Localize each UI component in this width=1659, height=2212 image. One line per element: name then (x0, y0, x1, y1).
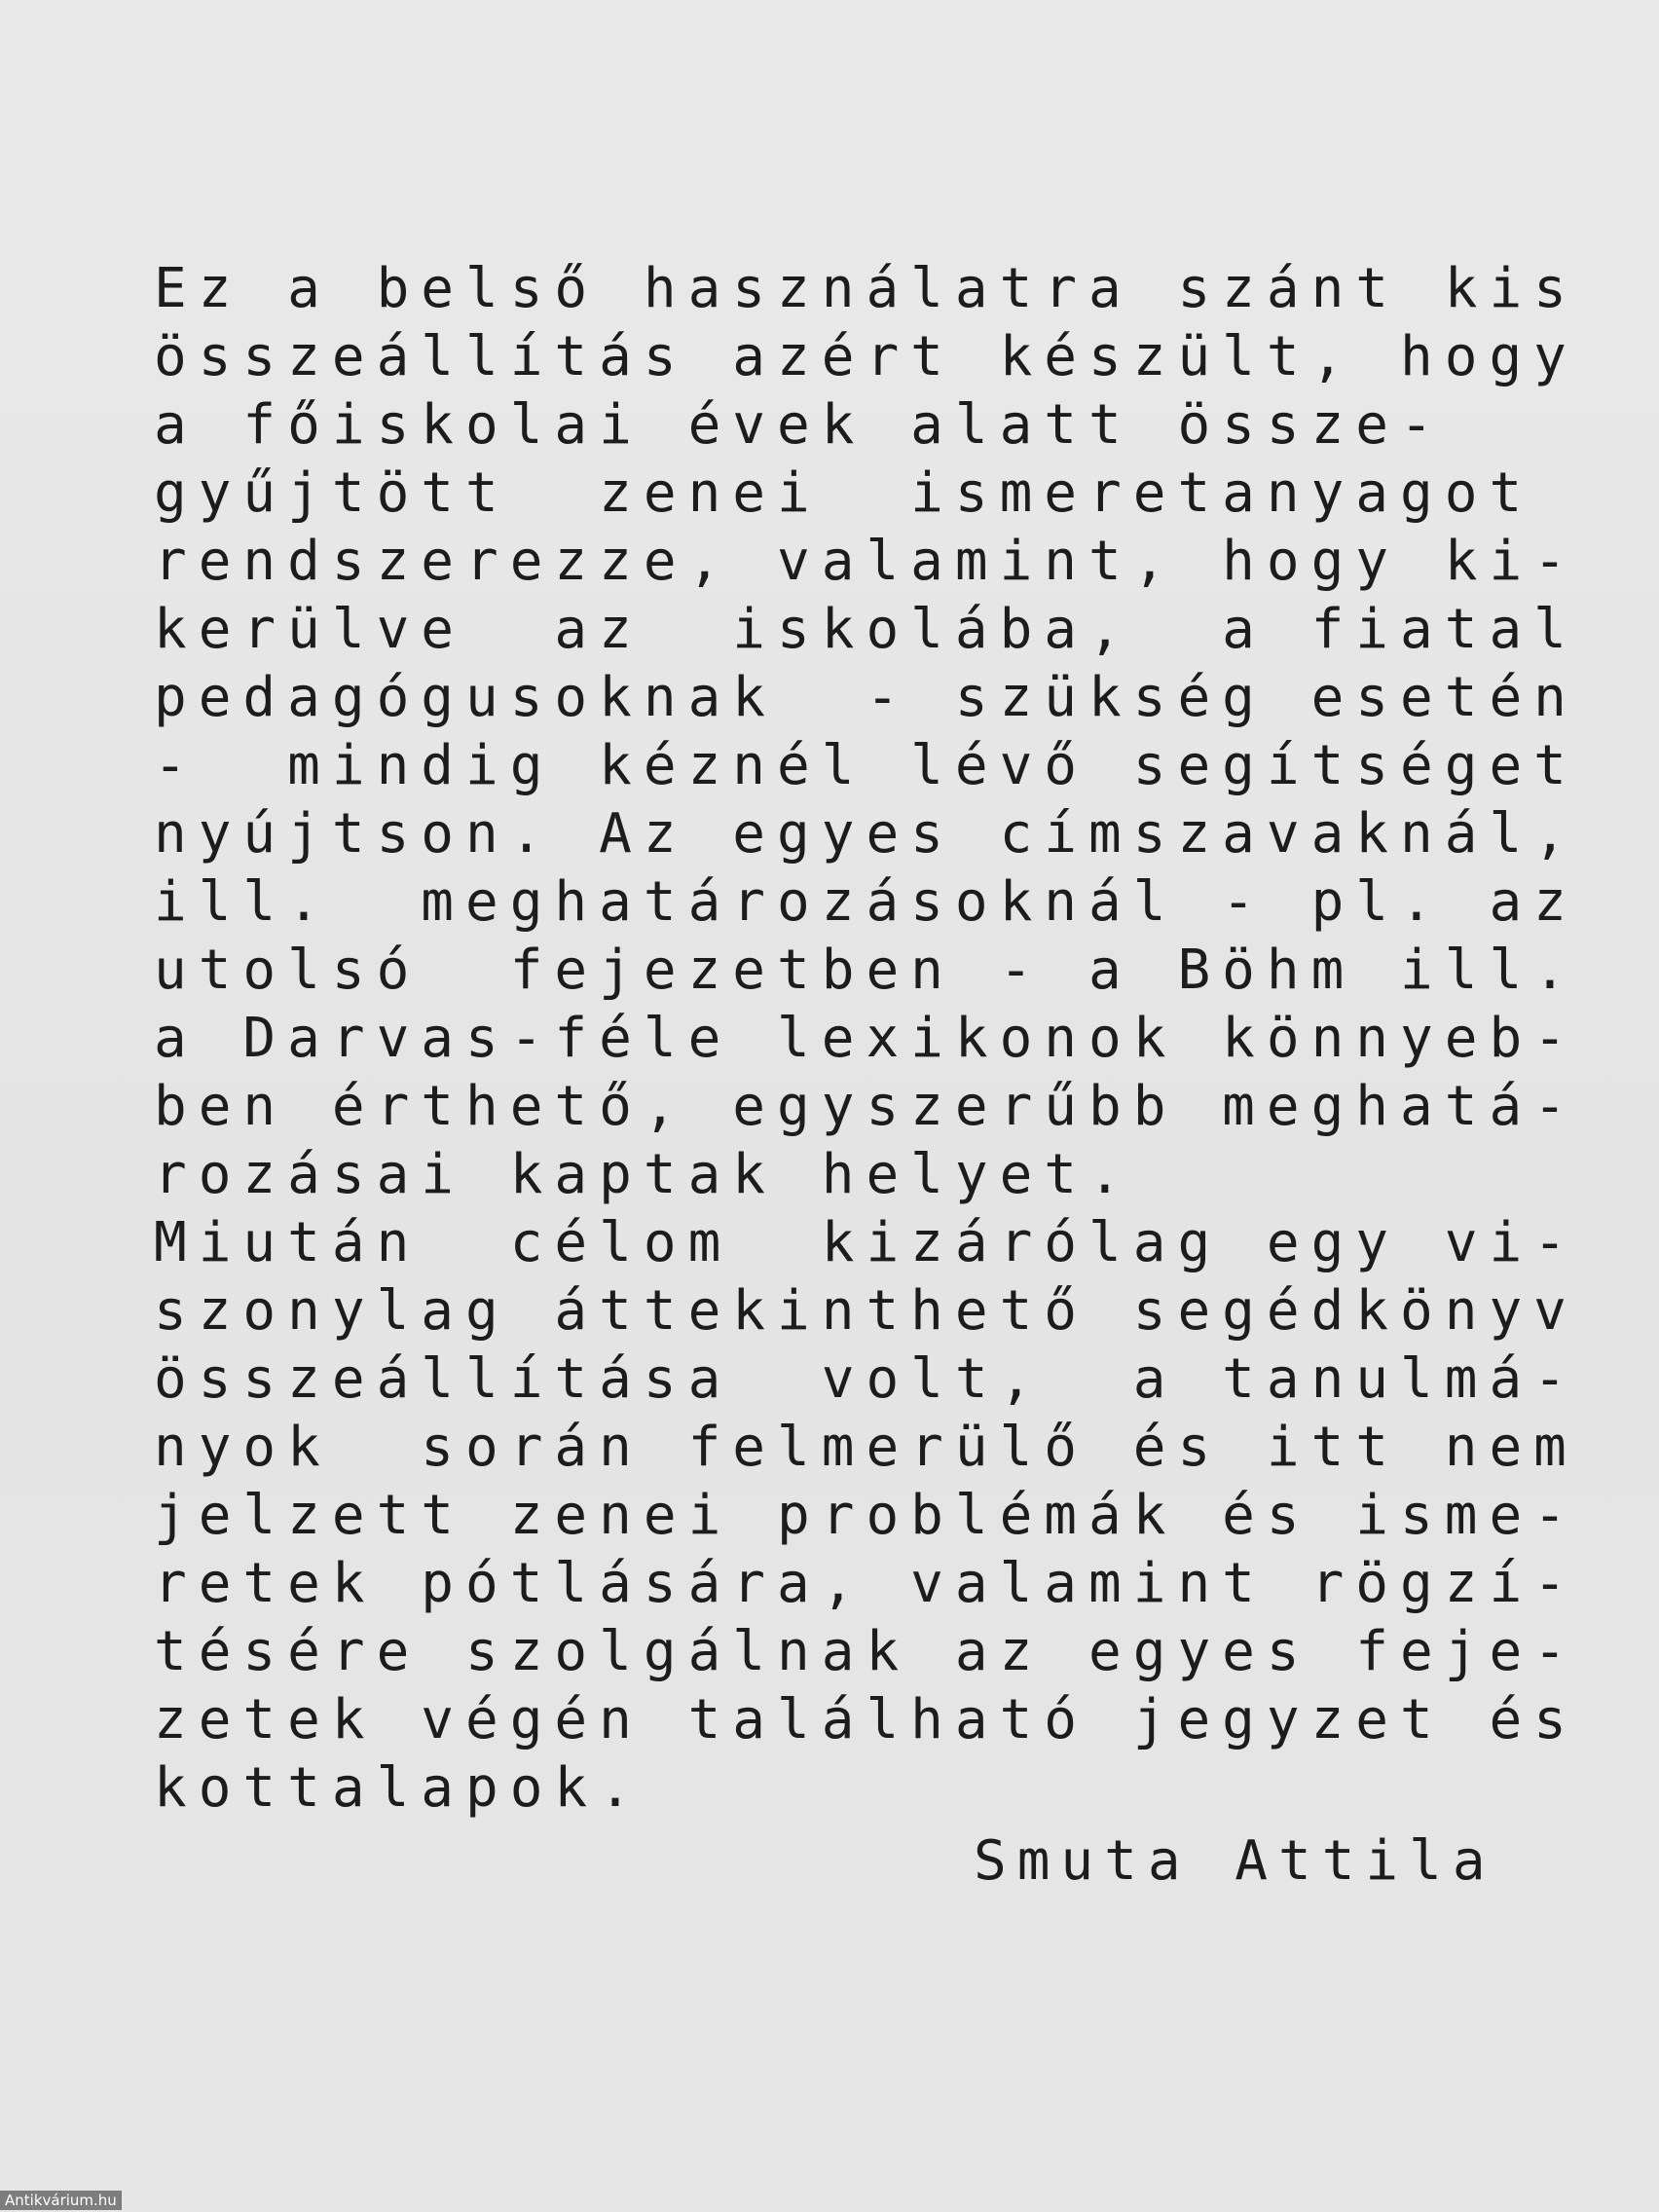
text-line: a Darvas-féle lexikonok könnyeb- (154, 1007, 1578, 1070)
text-line: utolsó fejezetben - a Böhm ill. (154, 939, 1578, 1002)
source-watermark: Antikvárium.hu (0, 2191, 122, 2210)
text-line: ben érthető, egyszerűbb meghatá- (154, 1075, 1578, 1138)
text-line: jelzett zenei problémák és isme- (154, 1484, 1578, 1547)
text-line: összeállítás azért készült, hogy (154, 325, 1578, 388)
author-signature: Smuta Attila (974, 1829, 1496, 1893)
text-line: gyűjtött zenei ismeretanyagot (154, 461, 1534, 525)
text-line: rendszerezze, valamint, hogy ki- (154, 530, 1578, 593)
foreword-text (154, 255, 1578, 1823)
text-line: a főiskolai évek alatt össze- (154, 393, 1445, 457)
bleed-through-text (798, 107, 842, 173)
text-line: szonylag áttekinthető segédkönyv (154, 1279, 1578, 1343)
text-line: retek pótlására, valamint rögzí- (154, 1552, 1578, 1615)
text-line: Miután célom kizárólag egy vi- (154, 1211, 1578, 1274)
text-line: Ez a belső használatra szánt kis (154, 257, 1578, 320)
text-line: pedagógusoknak - szükség esetén (154, 666, 1578, 729)
text-line: kottalapok. (154, 1756, 644, 1820)
text-line: kerülve az iskolába, a fiatal (154, 598, 1578, 661)
text-line: zetek végén található jegyzet és (154, 1688, 1578, 1751)
text-line: nyújtson. Az egyes címszavaknál, (154, 802, 1578, 866)
text-line: tésére szolgálnak az egyes feje- (154, 1620, 1578, 1683)
text-line: - mindig kéznél lévő segítséget (154, 734, 1578, 797)
text-line: nyok során felmerülő és itt nem (154, 1416, 1578, 1479)
text-line: összeállítása volt, a tanulmá- (154, 1347, 1578, 1411)
text-line: rozásai kaptak helyet. (154, 1143, 1133, 1206)
text-line: ill. meghatározásoknál - pl. az (154, 870, 1578, 934)
